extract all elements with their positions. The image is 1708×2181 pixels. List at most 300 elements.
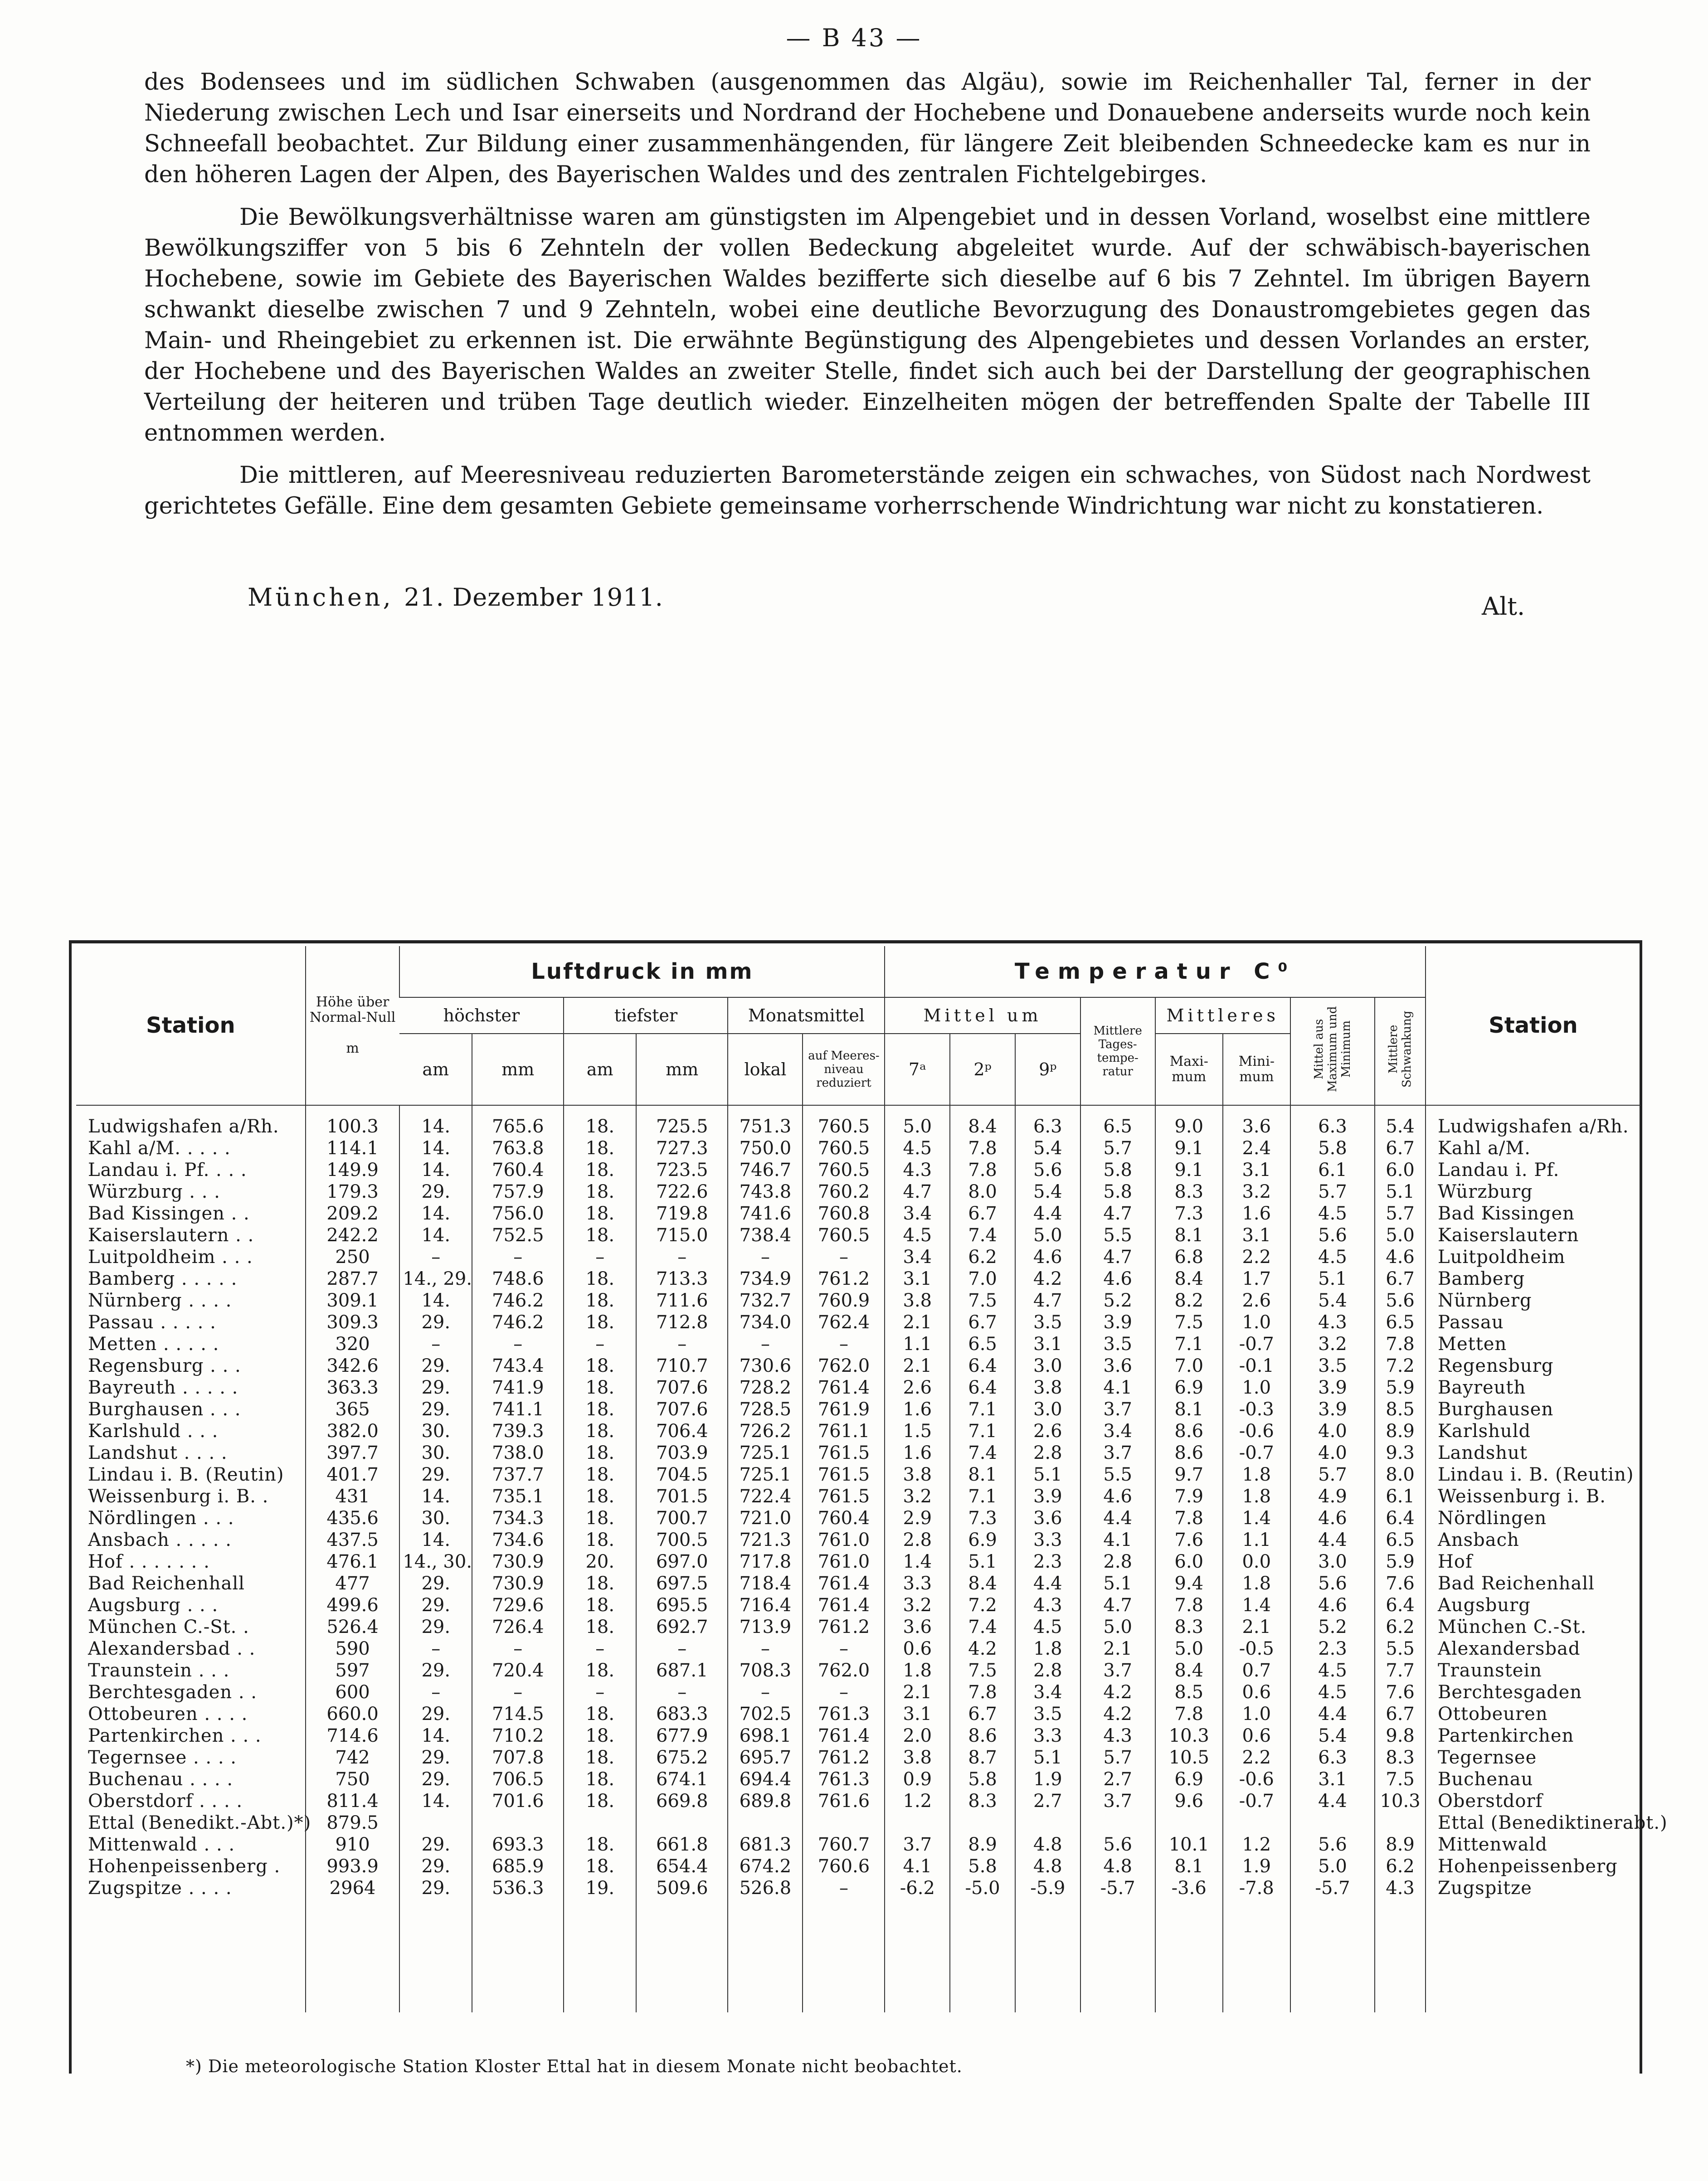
cell-height: 660.0 <box>306 1703 400 1725</box>
cell-mean-sea <box>803 1812 885 1834</box>
cell-temp-mean-max-min: 5.2 <box>1290 1616 1375 1638</box>
mean-of-max-min-header: Mittel aus Maximum und Minimum <box>1290 997 1375 1105</box>
cell-mean-sea: 761.3 <box>803 1768 885 1790</box>
cell-min-mm: 509.6 <box>636 1877 728 1899</box>
cell-temp-max: 9.6 <box>1155 1790 1223 1812</box>
cell-temp-range: 5.6 <box>1375 1290 1426 1312</box>
cell-mean-sea: 760.5 <box>803 1105 885 1137</box>
cell-height: 309.1 <box>306 1290 400 1312</box>
table-row <box>76 1834 1640 1856</box>
cell-min-day: 18. <box>564 1573 636 1594</box>
cell-temp-mean-max-min: 4.4 <box>1290 1790 1375 1812</box>
cell-max-day: 29. <box>399 1594 472 1616</box>
cell-temp-mean-max-min: 3.9 <box>1290 1399 1375 1420</box>
cell-temp-max: 7.9 <box>1155 1486 1223 1507</box>
cell-temp-range: 6.5 <box>1375 1529 1426 1551</box>
cell-station-right: Bayreuth <box>1426 1377 1640 1399</box>
cell-temp-mean-max-min: 5.7 <box>1290 1464 1375 1486</box>
cell-temp-daily: 3.7 <box>1080 1399 1155 1420</box>
cell-temp-mean-max-min: 4.0 <box>1290 1442 1375 1464</box>
cell-temp-min: 1.0 <box>1223 1377 1290 1399</box>
cell-height: 499.6 <box>306 1594 400 1616</box>
cell-temp-max: 7.0 <box>1155 1355 1223 1377</box>
cell-temp-mean-max-min: 4.9 <box>1290 1486 1375 1507</box>
cell-mean-sea: 760.4 <box>803 1507 885 1529</box>
table-row <box>76 1638 1640 1660</box>
cell-temp-2: 7.4 <box>950 1224 1015 1246</box>
cell-max-day: 30. <box>399 1442 472 1464</box>
cell-max-day: – <box>399 1681 472 1703</box>
cell-max-mm: – <box>472 1638 564 1660</box>
cell-max-day: – <box>399 1246 472 1268</box>
cell-min-day: 19. <box>564 1877 636 1899</box>
cell-max-day: 29. <box>399 1660 472 1681</box>
cell-station-right: Luitpoldheim <box>1426 1246 1640 1268</box>
paragraph-pressure: Die mittleren, auf Meeresniveau reduzierten Barometerstände zeigen ein schwaches, von Südost nach Nordwest gerichtetes Gefälle. Eine dem gesamten Gebiete gemeinsame vorherrschende Windrichtung war nicht zu konstatieren. <box>144 462 1591 520</box>
cell-temp-min: -0.6 <box>1223 1768 1290 1790</box>
cell-max-day: 14. <box>399 1290 472 1312</box>
page-header: — B 43 — <box>786 24 922 52</box>
cell-min-mm: 707.6 <box>636 1399 728 1420</box>
cell-station: Nürnberg . . . . <box>88 1290 232 1311</box>
cell-mean-local: 717.8 <box>728 1551 803 1573</box>
cell-height: 179.3 <box>306 1181 400 1203</box>
cell-height: 600 <box>306 1681 400 1703</box>
cell-max-mm: 706.5 <box>472 1768 564 1790</box>
cell-mean-sea: 761.2 <box>803 1268 885 1290</box>
cell-mean-sea: 761.1 <box>803 1420 885 1442</box>
cell-mean-local: 734.0 <box>728 1312 803 1333</box>
cell-station-right: Kaiserslautern <box>1426 1224 1640 1246</box>
cell-temp-7: 2.1 <box>885 1312 950 1333</box>
cell-station: Ettal (Benedikt.-Abt.)*) <box>88 1812 311 1833</box>
cell-empty <box>1015 1899 1080 2012</box>
cell-temp-daily: 5.0 <box>1080 1616 1155 1638</box>
cell-mean-local: – <box>728 1246 803 1268</box>
cell-temp-7: 3.1 <box>885 1268 950 1290</box>
cell-station-right: Karlshuld <box>1426 1420 1640 1442</box>
cell-height: 2964 <box>306 1877 400 1899</box>
cell-temp-9: 5.6 <box>1015 1159 1080 1181</box>
cell-station: Landshut . . . . <box>88 1443 228 1463</box>
table-row <box>76 1159 1640 1181</box>
cell-temp-min: 3.1 <box>1223 1224 1290 1246</box>
cell-max-day: 29. <box>399 1181 472 1203</box>
cell-station-right: Augsburg <box>1426 1594 1640 1616</box>
cell-temp-7: 1.1 <box>885 1333 950 1355</box>
sea-level-header: auf Meeres- niveau reduziert <box>803 1034 885 1105</box>
cell-mean-local: 526.8 <box>728 1877 803 1899</box>
cell-height: 382.0 <box>306 1420 400 1442</box>
cell-height: 342.6 <box>306 1355 400 1377</box>
cell-temp-max: 6.9 <box>1155 1768 1223 1790</box>
cell-temp-max: 8.4 <box>1155 1660 1223 1681</box>
table-row <box>76 1703 1640 1725</box>
table-row <box>76 1768 1640 1790</box>
cell-mean-sea: 762.0 <box>803 1355 885 1377</box>
cell-station-right: Tegernsee <box>1426 1747 1640 1768</box>
cell-temp-9: 4.2 <box>1015 1268 1080 1290</box>
cell-temp-mean-max-min: 4.4 <box>1290 1703 1375 1725</box>
cell-temp-7: 4.5 <box>885 1224 950 1246</box>
cell-max-mm: 729.6 <box>472 1594 564 1616</box>
cell-height: 363.3 <box>306 1377 400 1399</box>
cell-temp-9: 2.3 <box>1015 1551 1080 1573</box>
cell-max-mm: 757.9 <box>472 1181 564 1203</box>
cell-temp-mean-max-min: 5.4 <box>1290 1290 1375 1312</box>
cell-temp-9: 5.4 <box>1015 1137 1080 1159</box>
cell-height: 597 <box>306 1660 400 1681</box>
cell-min-mm: 723.5 <box>636 1159 728 1181</box>
cell-temp-daily: 3.7 <box>1080 1442 1155 1464</box>
cell-station-right: Lindau i. B. (Reutin) <box>1426 1464 1640 1486</box>
cell-min-day: 18. <box>564 1137 636 1159</box>
cell-temp-mean-max-min: 5.0 <box>1290 1856 1375 1877</box>
cell-min-day: 18. <box>564 1268 636 1290</box>
cell-mean-local: – <box>728 1681 803 1703</box>
cell-temp-mean-max-min: 5.6 <box>1290 1834 1375 1856</box>
cell-temp-9: 4.4 <box>1015 1203 1080 1224</box>
cell-temp-min: 1.2 <box>1223 1834 1290 1856</box>
lowest-header: tiefster <box>564 997 728 1034</box>
cell-max-mm: 763.8 <box>472 1137 564 1159</box>
cell-temp-min: -0.7 <box>1223 1333 1290 1355</box>
cell-height: 397.7 <box>306 1442 400 1464</box>
cell-min-mm: 707.6 <box>636 1377 728 1399</box>
cell-min-mm <box>636 1812 728 1834</box>
cell-station-right: Weissenburg i. B. <box>1426 1486 1640 1507</box>
cell-mean-sea: 761.4 <box>803 1725 885 1747</box>
cell-temp-2: 7.8 <box>950 1137 1015 1159</box>
cell-temp-range: 9.3 <box>1375 1442 1426 1464</box>
cell-empty <box>950 1899 1015 2012</box>
cell-mean-sea: 761.5 <box>803 1442 885 1464</box>
cell-mean-sea: 761.0 <box>803 1551 885 1573</box>
cell-temp-7: 1.5 <box>885 1420 950 1442</box>
cell-temp-daily: 2.8 <box>1080 1551 1155 1573</box>
cell-temp-range: 4.3 <box>1375 1877 1426 1899</box>
cell-min-day: 18. <box>564 1464 636 1486</box>
cell-min-mm: 710.7 <box>636 1355 728 1377</box>
cell-mean-sea: – <box>803 1246 885 1268</box>
cell-temp-max: 6.0 <box>1155 1551 1223 1573</box>
cell-min-mm: 687.1 <box>636 1660 728 1681</box>
cell-max-day: 14. <box>399 1725 472 1747</box>
cell-max-day: 14. <box>399 1137 472 1159</box>
table-row <box>76 1660 1640 1681</box>
cell-temp-daily: 5.2 <box>1080 1290 1155 1312</box>
cell-temp-range: 5.7 <box>1375 1203 1426 1224</box>
cell-max-day <box>399 1812 472 1834</box>
cell-temp-2: 7.0 <box>950 1268 1015 1290</box>
cell-mean-sea: 761.4 <box>803 1377 885 1399</box>
cell-station: München C.-St. . <box>88 1617 249 1637</box>
cell-min-mm: 654.4 <box>636 1856 728 1877</box>
cell-max-mm: 701.6 <box>472 1790 564 1812</box>
cell-temp-daily: 5.5 <box>1080 1224 1155 1246</box>
cell-temp-min: -7.8 <box>1223 1877 1290 1899</box>
cell-temp-7: 2.6 <box>885 1377 950 1399</box>
cell-temp-range: 6.2 <box>1375 1856 1426 1877</box>
cell-min-day: 18. <box>564 1856 636 1877</box>
cell-temp-daily: 2.1 <box>1080 1638 1155 1660</box>
cell-temp-9: 3.4 <box>1015 1681 1080 1703</box>
table-row <box>76 1181 1640 1203</box>
cell-mean-sea: 761.2 <box>803 1747 885 1768</box>
cell-mean-local: – <box>728 1333 803 1355</box>
cell-mean-sea: 760.5 <box>803 1159 885 1181</box>
cell-temp-2: 8.1 <box>950 1464 1015 1486</box>
cell-station-right: Landau i. Pf. <box>1426 1159 1640 1181</box>
cell-temp-9 <box>1015 1812 1080 1834</box>
cell-station: Luitpoldheim . . . <box>88 1247 253 1268</box>
cell-temp-range: 7.7 <box>1375 1660 1426 1681</box>
cell-min-day: – <box>564 1246 636 1268</box>
cell-empty <box>472 1899 564 2012</box>
cell-station-right: Passau <box>1426 1312 1640 1333</box>
cell-temp-range: 7.6 <box>1375 1573 1426 1594</box>
cell-temp-daily: 5.6 <box>1080 1834 1155 1856</box>
cell-temp-range: 8.9 <box>1375 1420 1426 1442</box>
cell-temp-9: 3.3 <box>1015 1529 1080 1551</box>
cell-temp-7: 3.8 <box>885 1290 950 1312</box>
cell-max-day: 14. <box>399 1790 472 1812</box>
cell-max-day: 14. <box>399 1203 472 1224</box>
cell-temp-7: 3.4 <box>885 1203 950 1224</box>
cell-temp-min: 0.6 <box>1223 1725 1290 1747</box>
cell-mean-local: 713.9 <box>728 1616 803 1638</box>
cell-min-day: 18. <box>564 1594 636 1616</box>
cell-height: 477 <box>306 1573 400 1594</box>
cell-max-day: 29. <box>399 1877 472 1899</box>
cell-temp-range: 8.0 <box>1375 1464 1426 1486</box>
cell-max-day: 30. <box>399 1420 472 1442</box>
table-row <box>76 1377 1640 1399</box>
table-row <box>76 1529 1640 1551</box>
cell-mean-local: 734.9 <box>728 1268 803 1290</box>
cell-temp-range: 8.9 <box>1375 1834 1426 1856</box>
daily-mean-temp-header: Mittlere Tages- tempe- ratur <box>1080 997 1155 1105</box>
cell-temp-mean-max-min: 4.4 <box>1290 1529 1375 1551</box>
cell-temp-max: 8.6 <box>1155 1420 1223 1442</box>
cell-temp-2: 6.4 <box>950 1355 1015 1377</box>
cell-temp-7: 3.2 <box>885 1486 950 1507</box>
table-row <box>76 1573 1640 1594</box>
cell-temp-mean-max-min: 5.4 <box>1290 1725 1375 1747</box>
cell-temp-range: 5.4 <box>1375 1105 1426 1137</box>
cell-temp-daily: 4.1 <box>1080 1529 1155 1551</box>
cell-max-mm: 685.9 <box>472 1856 564 1877</box>
monthly-mean-header: Monatsmittel <box>728 997 885 1034</box>
cell-empty <box>728 1899 803 2012</box>
table-row <box>76 1355 1640 1377</box>
table-row <box>76 1486 1640 1507</box>
cell-station: Burghausen . . . <box>88 1399 241 1420</box>
cell-height: 742 <box>306 1747 400 1768</box>
cell-temp-max: 9.7 <box>1155 1464 1223 1486</box>
cell-temp-7: 4.1 <box>885 1856 950 1877</box>
cell-min-day: 18. <box>564 1747 636 1768</box>
cell-temp-mean-max-min: 6.1 <box>1290 1159 1375 1181</box>
cell-temp-daily: 3.6 <box>1080 1355 1155 1377</box>
cell-station: Alexandersbad . . <box>88 1638 256 1659</box>
cell-mean-sea: 761.9 <box>803 1399 885 1420</box>
table-row <box>76 1105 1640 1137</box>
cell-max-day: 14., 29. <box>399 1268 472 1290</box>
table-row <box>76 1137 1640 1159</box>
cell-station-right: Ottobeuren <box>1426 1703 1640 1725</box>
cell-temp-9: 3.0 <box>1015 1399 1080 1420</box>
cell-min-mm: – <box>636 1638 728 1660</box>
cell-empty <box>1375 1899 1426 2012</box>
cell-station-right: Zugspitze <box>1426 1877 1640 1899</box>
cell-temp-2: 5.8 <box>950 1856 1015 1877</box>
cell-temp-max: 8.1 <box>1155 1224 1223 1246</box>
cell-temp-mean-max-min: 4.6 <box>1290 1594 1375 1616</box>
cell-temp-7: 3.2 <box>885 1594 950 1616</box>
cell-min-mm: 715.0 <box>636 1224 728 1246</box>
cell-temp-7: 2.0 <box>885 1725 950 1747</box>
cell-temp-min: 0.6 <box>1223 1681 1290 1703</box>
cell-temp-2: 8.9 <box>950 1834 1015 1856</box>
cell-min-day: 18. <box>564 1725 636 1747</box>
cell-temp-range: 6.4 <box>1375 1594 1426 1616</box>
cell-temp-2: 8.4 <box>950 1573 1015 1594</box>
temp-9pm-header: 9ᵖ <box>1015 1034 1080 1105</box>
cell-temp-7: 1.4 <box>885 1551 950 1573</box>
cell-temp-min: 1.4 <box>1223 1594 1290 1616</box>
cell-temp-max: 7.6 <box>1155 1529 1223 1551</box>
cell-temp-max: 8.6 <box>1155 1442 1223 1464</box>
highest-header: höchster <box>399 997 564 1034</box>
highest-day-header: am <box>399 1034 472 1105</box>
cell-temp-9: 4.4 <box>1015 1573 1080 1594</box>
cell-max-mm: 735.1 <box>472 1486 564 1507</box>
cell-mean-local: 741.6 <box>728 1203 803 1224</box>
cell-station-right: Ettal (Benediktinerabt.) <box>1426 1812 1640 1834</box>
cell-temp-daily: 3.7 <box>1080 1790 1155 1812</box>
cell-max-mm: 714.5 <box>472 1703 564 1725</box>
cell-temp-daily: 4.7 <box>1080 1594 1155 1616</box>
cell-mean-local: 728.5 <box>728 1399 803 1420</box>
cell-max-mm: 741.1 <box>472 1399 564 1420</box>
cell-temp-mean-max-min: 4.5 <box>1290 1203 1375 1224</box>
cell-station: Bayreuth . . . . . <box>88 1377 238 1398</box>
cell-min-mm: 704.5 <box>636 1464 728 1486</box>
cell-height: 149.9 <box>306 1159 400 1181</box>
cell-height: 100.3 <box>306 1105 400 1137</box>
cell-mean-sea: 761.2 <box>803 1616 885 1638</box>
cell-temp-daily: 4.1 <box>1080 1377 1155 1399</box>
cell-min-day: 18. <box>564 1203 636 1224</box>
cell-station-right: Buchenau <box>1426 1768 1640 1790</box>
minimum-header: Mini- mum <box>1223 1034 1290 1105</box>
cell-station: Landau i. Pf. . . . <box>88 1160 247 1180</box>
cell-mean-sea: 760.9 <box>803 1290 885 1312</box>
cell-temp-9: 1.8 <box>1015 1638 1080 1660</box>
cell-temp-max <box>1155 1812 1223 1834</box>
local-header: lokal <box>728 1034 803 1105</box>
cell-temp-min: -0.1 <box>1223 1355 1290 1377</box>
cell-temp-max: 5.0 <box>1155 1638 1223 1660</box>
cell-min-day: 18. <box>564 1420 636 1442</box>
cell-min-day: 18. <box>564 1355 636 1377</box>
cell-temp-range: 4.6 <box>1375 1246 1426 1268</box>
cell-mean-local: 721.0 <box>728 1507 803 1529</box>
cell-temp-mean-max-min: 3.2 <box>1290 1333 1375 1355</box>
cell-temp-daily: 4.7 <box>1080 1203 1155 1224</box>
cell-temp-7: 3.4 <box>885 1246 950 1268</box>
cell-station: Oberstdorf . . . . <box>88 1791 243 1812</box>
cell-max-mm: 693.3 <box>472 1834 564 1856</box>
cell-temp-9: 1.9 <box>1015 1768 1080 1790</box>
table-row <box>76 1681 1640 1703</box>
cell-temp-9: 2.6 <box>1015 1420 1080 1442</box>
cell-mean-sea: 760.7 <box>803 1834 885 1856</box>
cell-temp-2: 5.8 <box>950 1768 1015 1790</box>
cell-temp-2: 5.1 <box>950 1551 1015 1573</box>
cell-min-mm: 669.8 <box>636 1790 728 1812</box>
cell-temp-range: 9.8 <box>1375 1725 1426 1747</box>
cell-station: Passau . . . . . <box>88 1312 216 1333</box>
cell-min-day: 18. <box>564 1834 636 1856</box>
table-row <box>76 1203 1640 1224</box>
cell-temp-mean-max-min: 3.9 <box>1290 1377 1375 1399</box>
cell-temp-daily: 3.7 <box>1080 1660 1155 1681</box>
cell-min-day: 18. <box>564 1703 636 1725</box>
cell-max-day: 14. <box>399 1224 472 1246</box>
cell-max-mm: 737.7 <box>472 1464 564 1486</box>
cell-station-right: Landshut <box>1426 1442 1640 1464</box>
cell-temp-range: 5.0 <box>1375 1224 1426 1246</box>
cell-max-day: 14. <box>399 1529 472 1551</box>
cell-min-day: – <box>564 1681 636 1703</box>
cell-temp-9: 3.6 <box>1015 1507 1080 1529</box>
cell-temp-max: 7.8 <box>1155 1507 1223 1529</box>
cell-station: Ottobeuren . . . . <box>88 1704 248 1724</box>
cell-station-right: Metten <box>1426 1333 1640 1355</box>
table-row <box>76 1812 1640 1834</box>
cell-height: 714.6 <box>306 1725 400 1747</box>
cell-station: Weissenburg i. B. . <box>88 1486 269 1507</box>
cell-temp-7: 4.3 <box>885 1159 950 1181</box>
cell-temp-9: 3.5 <box>1015 1312 1080 1333</box>
cell-min-day: 18. <box>564 1442 636 1464</box>
cell-mean-local: 732.7 <box>728 1290 803 1312</box>
cell-min-mm: 695.5 <box>636 1594 728 1616</box>
cell-empty <box>564 1899 636 2012</box>
cell-temp-2: 7.5 <box>950 1660 1015 1681</box>
cell-temp-mean-max-min <box>1290 1812 1375 1834</box>
cell-min-day: 20. <box>564 1551 636 1573</box>
cell-temp-9: 5.1 <box>1015 1464 1080 1486</box>
maximum-header: Maxi- mum <box>1155 1034 1223 1105</box>
cell-max-mm: 734.6 <box>472 1529 564 1551</box>
cell-temp-range: 5.5 <box>1375 1638 1426 1660</box>
cell-temp-2: 7.4 <box>950 1442 1015 1464</box>
cell-temp-range: 8.3 <box>1375 1747 1426 1768</box>
cell-temp-7: 1.6 <box>885 1442 950 1464</box>
cell-mean-local: 746.7 <box>728 1159 803 1181</box>
cell-height: 526.4 <box>306 1616 400 1638</box>
cell-height: 879.5 <box>306 1812 400 1834</box>
climate-table <box>76 946 1668 2012</box>
cell-mean-sea: – <box>803 1877 885 1899</box>
cell-max-day: 29. <box>399 1312 472 1333</box>
cell-station: Zugspitze . . . . <box>88 1878 232 1899</box>
cell-temp-max: 8.2 <box>1155 1290 1223 1312</box>
table-filler-row <box>76 1899 1640 2012</box>
